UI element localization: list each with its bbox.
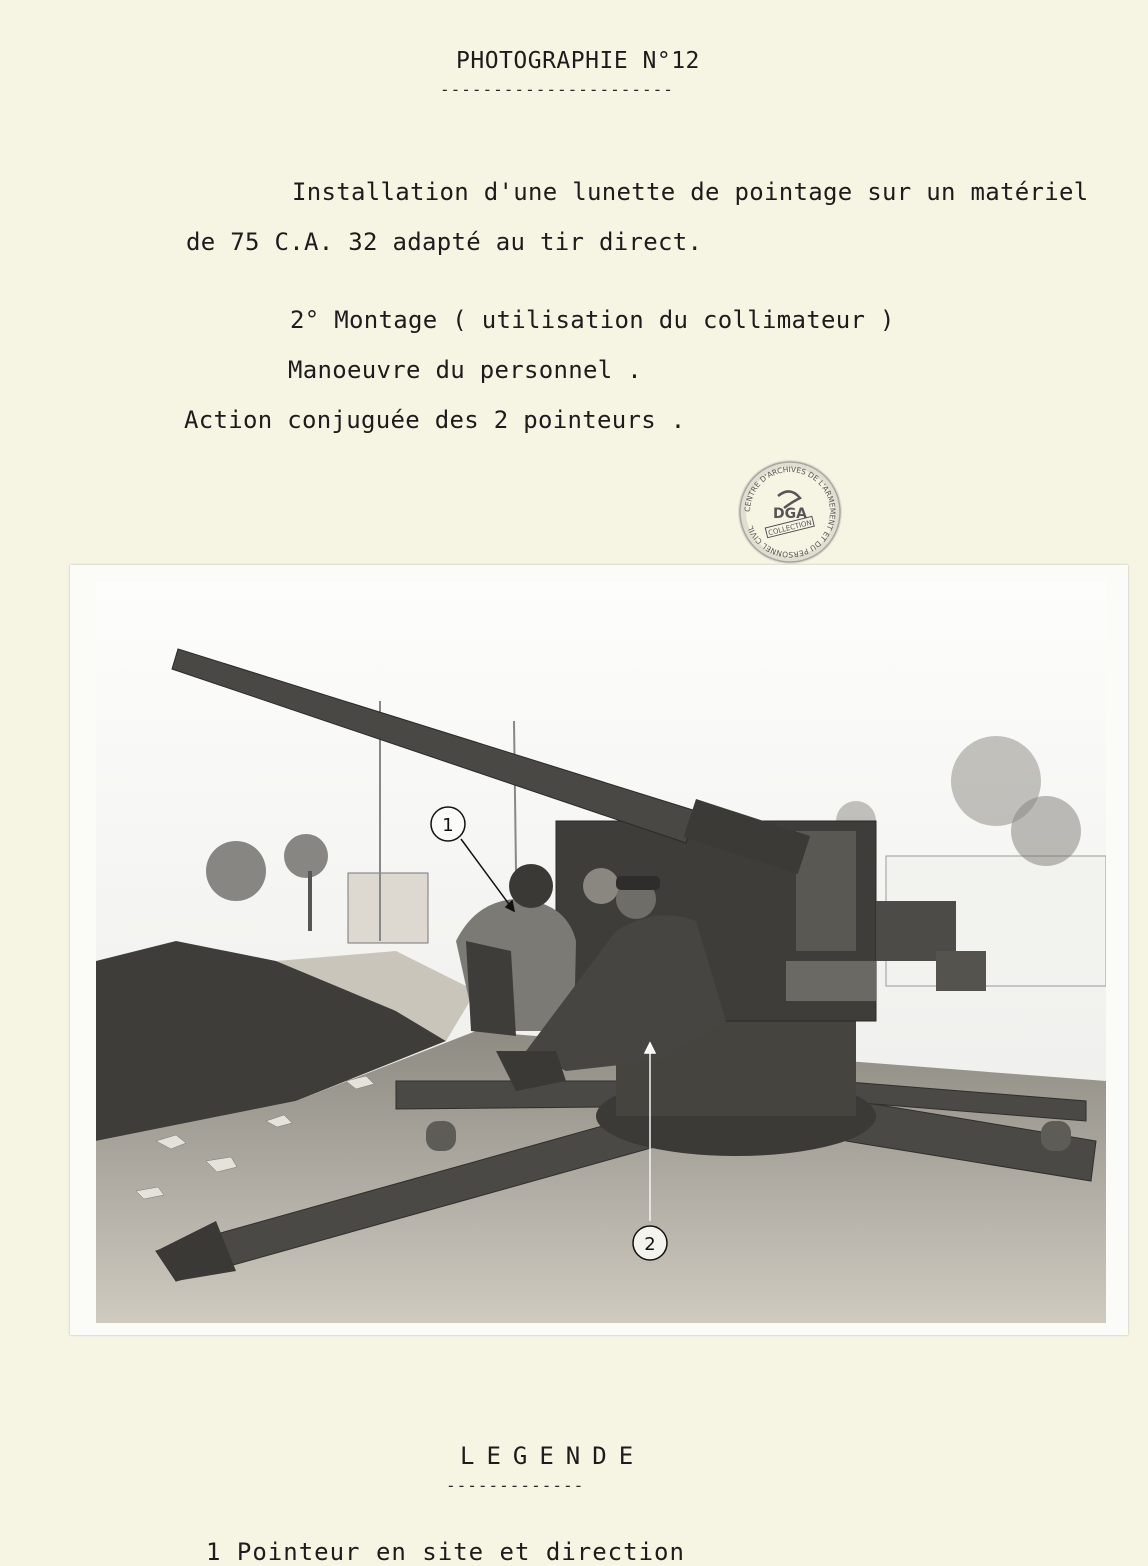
description-line-1: Installation d'une lunette de pointage sur un matériel bbox=[292, 178, 1089, 206]
svg-text:CENTRE D'ARCHIVES DE L'ARMEMEN: CENTRE D'ARCHIVES DE L'ARMEMENT ET DU PERSONNEL CIVIL bbox=[742, 464, 838, 560]
legend-underline: ------------- bbox=[446, 1476, 585, 1495]
marker-1-label: 1 bbox=[442, 815, 454, 836]
svg-text:DGA: DGA bbox=[773, 506, 807, 522]
marker-2-label: 2 bbox=[644, 1234, 656, 1255]
description-line-2: de 75 C.A. 32 adapté au tir direct. bbox=[186, 228, 703, 256]
description-line-3: 2° Montage ( utilisation du collimateur ) bbox=[290, 306, 895, 334]
title-block bbox=[440, 48, 740, 99]
gun-photograph bbox=[96, 581, 1106, 1323]
svg-text:COLLECTION: COLLECTION bbox=[767, 518, 813, 538]
legend-item-1: 1 Pointeur en site et direction bbox=[206, 1538, 685, 1566]
legend-block bbox=[440, 1442, 680, 1495]
legend-title: LEGENDE bbox=[460, 1442, 646, 1470]
page-title: PHOTOGRAPHIE N°12 bbox=[456, 48, 700, 74]
archive-stamp bbox=[738, 460, 842, 564]
title-underline: ---------------------- bbox=[440, 80, 674, 99]
description-line-4: Manoeuvre du personnel . bbox=[288, 356, 642, 384]
description-line-5: Action conjuguée des 2 pointeurs . bbox=[184, 406, 686, 434]
photo-frame bbox=[70, 565, 1128, 1335]
